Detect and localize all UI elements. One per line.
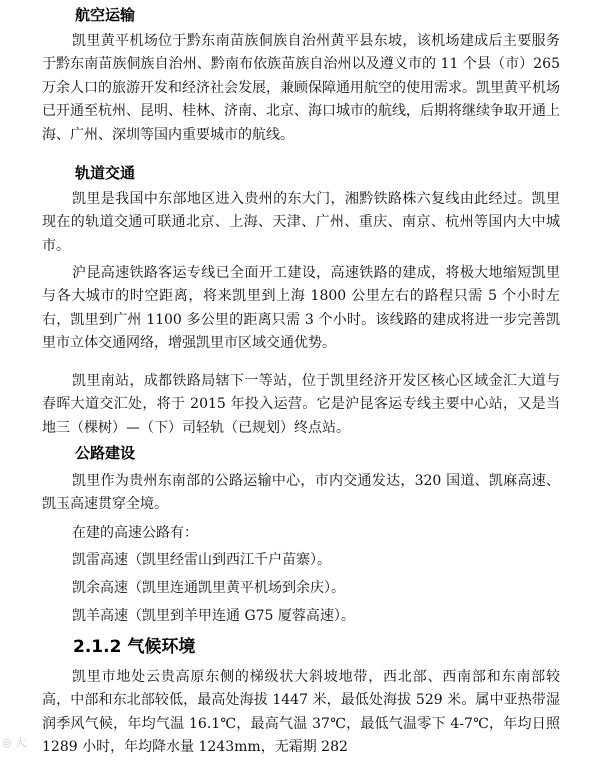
paragraph-rail-3: 凯里南站，成都铁路局辖下一等站，位于凯里经济开发区核心区域金汇大道与春晖大道交汇处，将于 2015 年投入运营。它是沪昆客运专线主要中心站，又是当地三（棵树）—（下）司轻轨（已规划）终点站。	[42, 373, 560, 436]
highway-list-item: 凯雷高速（凯里经雷山到西江千户苗寨）。	[72, 552, 331, 568]
paragraph-climate: 凯里市地处云贵高原东侧的梯级状大斜坡地带，西北部、西南部和东南部较高，中部和东北部较低，最高处海拔 1447 米，最低处海拔 529 米。属中亚热带湿润季风气候，年均气温 16.1℃，最高气温 37℃，最低气温零下 4-7℃，年均日照 1289 小时，年均降水量 1243mm，无霜期 282	[42, 669, 560, 756]
paragraph-rail-2: 沪昆高速铁路客运专线已全面开工建设，高速铁路的建成，将极大地缩短凯里与各大城市的时空距离，将来凯里到上海 1800 公里左右的路程只需 5 个小时左右，凯里到广州 1100 多公里的距离只需 3 个小时。该线路的建成将进一步完善凯里市立体交通网络，增强凯里市区域交通优势。	[42, 265, 560, 352]
paragraph-rail-1: 凯里是我国中东部地区进入贵州的东大门，湘黔铁路株六复线由此经过。凯里现在的轨道交通可联通北京、上海、天津、广州、重庆、南京、杭州等国内大中城市。	[42, 191, 560, 254]
highway-list-intro: 在建的高速公路有：	[72, 525, 198, 541]
heading-highway: 公路建设	[75, 444, 136, 462]
heading-climate: 2.1.2 气候环境	[73, 637, 196, 657]
paragraph-highway: 凯里作为贵州东南部的公路运输中心，市内交通发达，320 国道、凯麻高速、凯玉高速贯穿全境。	[42, 473, 560, 513]
watermark: ◎ 大	[2, 736, 27, 749]
heading-aviation: 航空运输	[75, 6, 136, 24]
paragraph-aviation: 凯里黄平机场位于黔东南苗族侗族自治州黄平县东坡，该机场建成后主要服务于黔东南苗族侗族自治州、黔南布依族苗族自治州以及遵义市的 11 个县（市）265 万余人口的旅游开发和经济社会发展，兼顾保障通用航空的使用需求。凯里黄平机场已开通至杭州、昆明、桂林、济南、北京、海口城市的航线，后期将继续争取开通上海、广州、深圳等国内重要城市的航线。	[42, 33, 560, 143]
heading-rail: 轨道交通	[75, 164, 136, 182]
highway-list-item: 凯余高速（凯里连通凯里黄平机场到余庆）。	[72, 580, 345, 596]
highway-list-item: 凯羊高速（凯里到羊甲连通 G75 厦蓉高速）。	[72, 608, 355, 624]
